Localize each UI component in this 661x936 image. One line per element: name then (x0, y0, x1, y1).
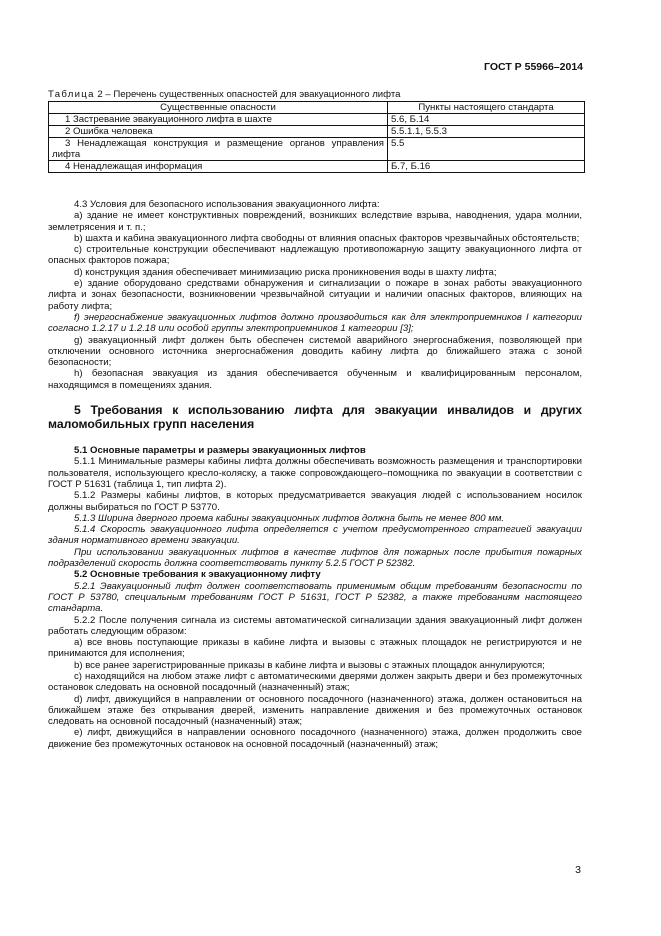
table-row (49, 161, 585, 173)
paragraph-5-1-2: 5.1.2 Размеры кабины лифтов, в которых предусматривается эвакуация людей с использованием носилок должны выбираться по ГОСТ Р 53770. (48, 490, 582, 513)
table-cell: 1 Застревание эвакуационного лифта в шахте (49, 114, 388, 126)
table-row (49, 114, 585, 126)
paragraph-5-2-1: 5.2.1 Эвакуационный лифт должен соответствовать применимым общим требованиям безопасности по ГОСТ Р 53780, специальным требованиям ГОСТ Р 51631, ГОСТ Р 52382, а также требованиям настоящего стандарта. (48, 580, 582, 615)
section-5-title: 5 Требования к использованию лифта для эвакуации инвалидов и других маломобильных групп населения (48, 403, 582, 432)
table-cell: Б.7, Б.16 (388, 161, 585, 173)
table-cell: 2 Ошибка человека (49, 126, 388, 138)
table-cell: 5.5 (388, 138, 585, 161)
table-cell: 3 Ненадлежащая конструкция и размещение органов управления лифта (49, 138, 388, 161)
subsection-5-1-title: 5.1 Основные параметры и размеры эвакуационных лифтов (74, 445, 366, 457)
table-caption-text: 2 – Перечень существенных опасностей для эвакуационного лифта (94, 89, 401, 100)
column-header: Пункты настоящего стандарта (388, 102, 585, 114)
table-cell: 5.5.1.1, 5.5.3 (388, 126, 585, 138)
list-item: f) энергоснабжение эвакуационных лифтов должно производиться как для электроприемников I категории согласно 1.2.17 и 1.2.18 или особой группы электроприемников 1 категории [3]; (48, 311, 582, 335)
list-item: g) эвакуационный лифт должен быть обеспечен системой аварийного энергоснабжения, позволяющей при отключении основного источника энергоснабжения доводить кабину лифта до ближайшего этажа с зоной безопасности; (48, 334, 582, 369)
list-item: b) все ранее зарегистрированные приказы в кабине лифта и вызовы с этажных площадок аннулируются; (74, 659, 545, 671)
page-number: 3 (575, 864, 581, 876)
table-caption-label: Таблица (48, 89, 95, 100)
paragraph-5-1-4-note: При использовании эвакуационных лифтов в качестве лифтов для пожарных после прибытия пожарных подразделений скорость должна соответствовать пункту 5.2.5 ГОСТ Р 52382. (48, 546, 582, 570)
hazards-table (48, 101, 585, 173)
list-item: b) шахта и кабина эвакуационного лифта свободны от влияния опасных факторов чрезвычайных обстоятельств; (74, 232, 580, 244)
list-item: с) находящийся на любом этаже лифт с автоматическими дверями должен закрыть двери и без промежуточных остановок следовать на основной посадочный (назначенный) этаж; (48, 670, 582, 694)
list-item: е) лифт, движущийся в направлении основного посадочного (назначенного) этажа, должен продолжить свое движение без промежуточных остановок на основной посадочный (назначенный) этаж; (48, 727, 582, 750)
paragraph-5-1-3: 5.1.3 Ширина дверного проема кабины эвакуационных лифтов должна быть не менее 800 мм. (74, 512, 505, 524)
table-cell: 5.6, Б.14 (388, 114, 585, 126)
list-item: е) здание оборудовано средствами обнаружения и сигнализации о пожаре в зонах работы эвакуационного лифта и зонах безопасности, возникновении чрезвычайной ситуации и наличии опасных факторов, влияющих на работу лифта; (48, 278, 582, 312)
table-cell: 4 Ненадлежащая информация (49, 161, 388, 173)
paragraph-4-3: 4.3 Условия для безопасного использования эвакуационного лифта: (74, 199, 380, 210)
table-caption (48, 89, 400, 100)
list-item: а) здание не имеет конструктивных повреждений, возникших вследствие взрыва, наводнения, удара молнии, землетрясения и т. п.; (48, 210, 582, 233)
paragraph-5-1-4: 5.1.4 Скорость эвакуационного лифта определяется с учетом предусмотренного стратегией эвакуации здания нормативного времени эвакуации. (48, 524, 582, 547)
paragraph-5-1-1: 5.1.1 Минимальные размеры кабины лифта должны обеспечивать возможность размещения и транспортировки пользователя, использующего кресло-коляску, а также сопровождающего–помощника по эвакуации в соответствии с ГОСТ Р 51631 (таблица 1, тип лифта 2). (48, 456, 582, 490)
list-item: h) безопасная эвакуация из здания обеспечивается обученным и квалифицированным персоналом, находящимся в помещениях здания. (48, 368, 582, 391)
table-row (49, 138, 585, 161)
table-row (49, 126, 585, 138)
paragraph-5-2-2: 5.2.2 После получения сигнала из системы автоматической сигнализации здания эвакуационный лифт должен работать следующим образом: (48, 614, 582, 637)
document-header-code: ГОСТ Р 55966–2014 (484, 61, 583, 73)
list-item: а) все вновь поступающие приказы в кабине лифта и вызовы с этажных площадок не регистрируются и не принимаются для исполнения; (48, 637, 582, 660)
column-header: Существенные опасности (49, 102, 388, 114)
list-item: d) конструкция здания обеспечивает минимизацию риска проникновения воды в шахту лифта; (74, 266, 497, 278)
subsection-5-2-title: 5.2 Основные требования к эвакуационному лифту (74, 569, 321, 581)
document-body (48, 199, 582, 750)
list-item: d) лифт, движущийся в направлении от основного посадочного (назначенного) этажа, должен остановиться на ближайшем этаже без открывания дверей, изменить направление движения и без промежуточных остановок следовать на основной посадочный (назначенный) этаж; (48, 693, 582, 728)
list-item: с) строительные конструкции обеспечивают надлежащую противопожарную защиту эвакуационного лифта от опасных факторов пожара; (48, 244, 582, 267)
table-header-row (49, 102, 585, 114)
